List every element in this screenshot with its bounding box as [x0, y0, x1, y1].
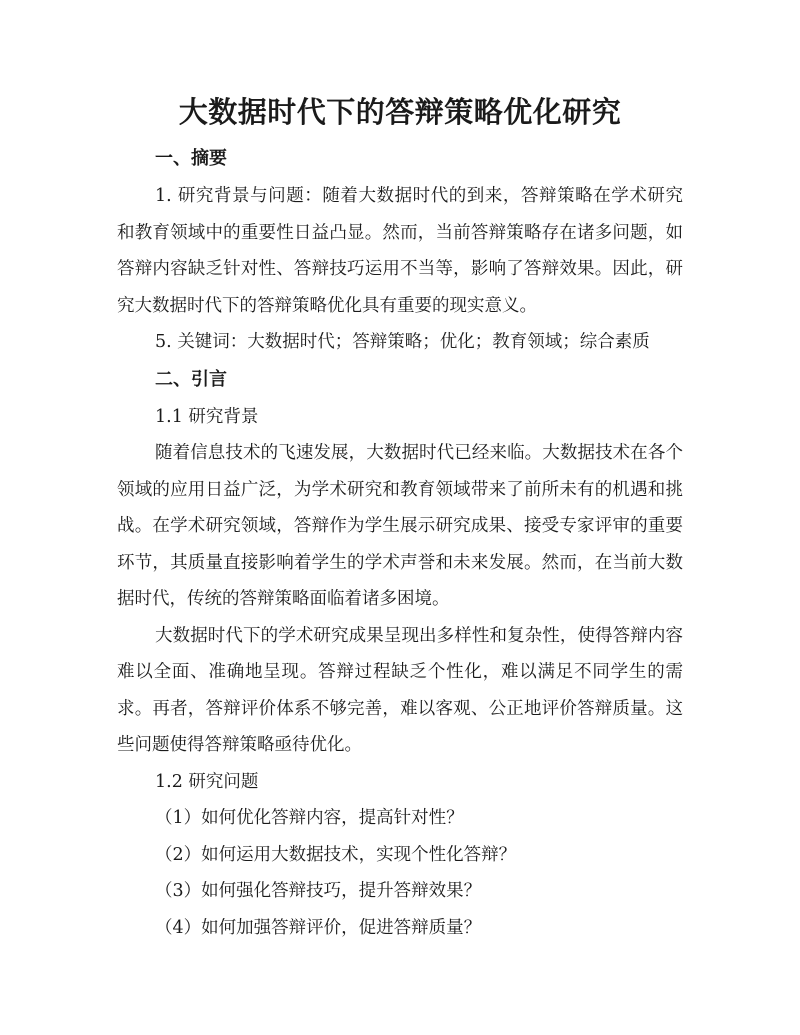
background-paragraph-1: 随着信息技术的飞速发展，大数据时代已经来临。大数据技术在各个领域的应用日益广泛，为学术研究和教育领域带来了前所未有的机遇和挑战。在学术研究领域，答辩作为学生展示研究成果、接受专家评审的重要环节，其质量直接影响着学生的学术声誉和未来发展。然而，在当前大数据时代，传统的答辩策略面临着诸多困境。 — [117, 443, 683, 609]
research-question-1: （1）如何优化答辩内容，提高针对性？ — [155, 808, 464, 828]
subsection-heading-background: 1.1 研究背景 — [155, 406, 259, 427]
keywords-line: 5. 关键词：大数据时代；答辩策略；优化；教育领域；综合素质 — [155, 332, 650, 352]
research-question-2: （2）如何运用大数据技术，实现个性化答辩？ — [155, 844, 517, 865]
section-heading-abstract: 一、摘要 — [155, 148, 227, 169]
subsection-heading-questions: 1.2 研究问题 — [155, 771, 259, 792]
research-question-3: （3）如何强化答辩技巧，提升答辩效果？ — [155, 881, 482, 901]
background-paragraph-2: 大数据时代下的学术研究成果呈现出多样性和复杂性，使得答辩内容难以全面、准确地呈现。答辩过程缺乏个性化，难以满足不同学生的需求。再者，答辩评价体系不够完善，难以客观、公正地评价答辩质量。这些问题使得答辩策略亟待优化。 — [117, 625, 683, 755]
document-page — [117, 90, 683, 946]
research-question-4: （4）如何加强答辩评价，促进答辩质量？ — [155, 917, 482, 938]
section-heading-introduction: 二、引言 — [155, 368, 227, 390]
abstract-paragraph: 1. 研究背景与问题：随着大数据时代的到来，答辩策略在学术研究和教育领域中的重要性日益凸显。然而，当前答辩策略存在诸多问题，如答辩内容缺乏针对性、答辩技巧运用不当等，影响了答辩效果。因此，研究大数据时代下的答辩策略优化具有重要的现实意义。 — [117, 186, 683, 316]
document-title: 大数据时代下的答辩策略优化研究 — [178, 95, 622, 129]
